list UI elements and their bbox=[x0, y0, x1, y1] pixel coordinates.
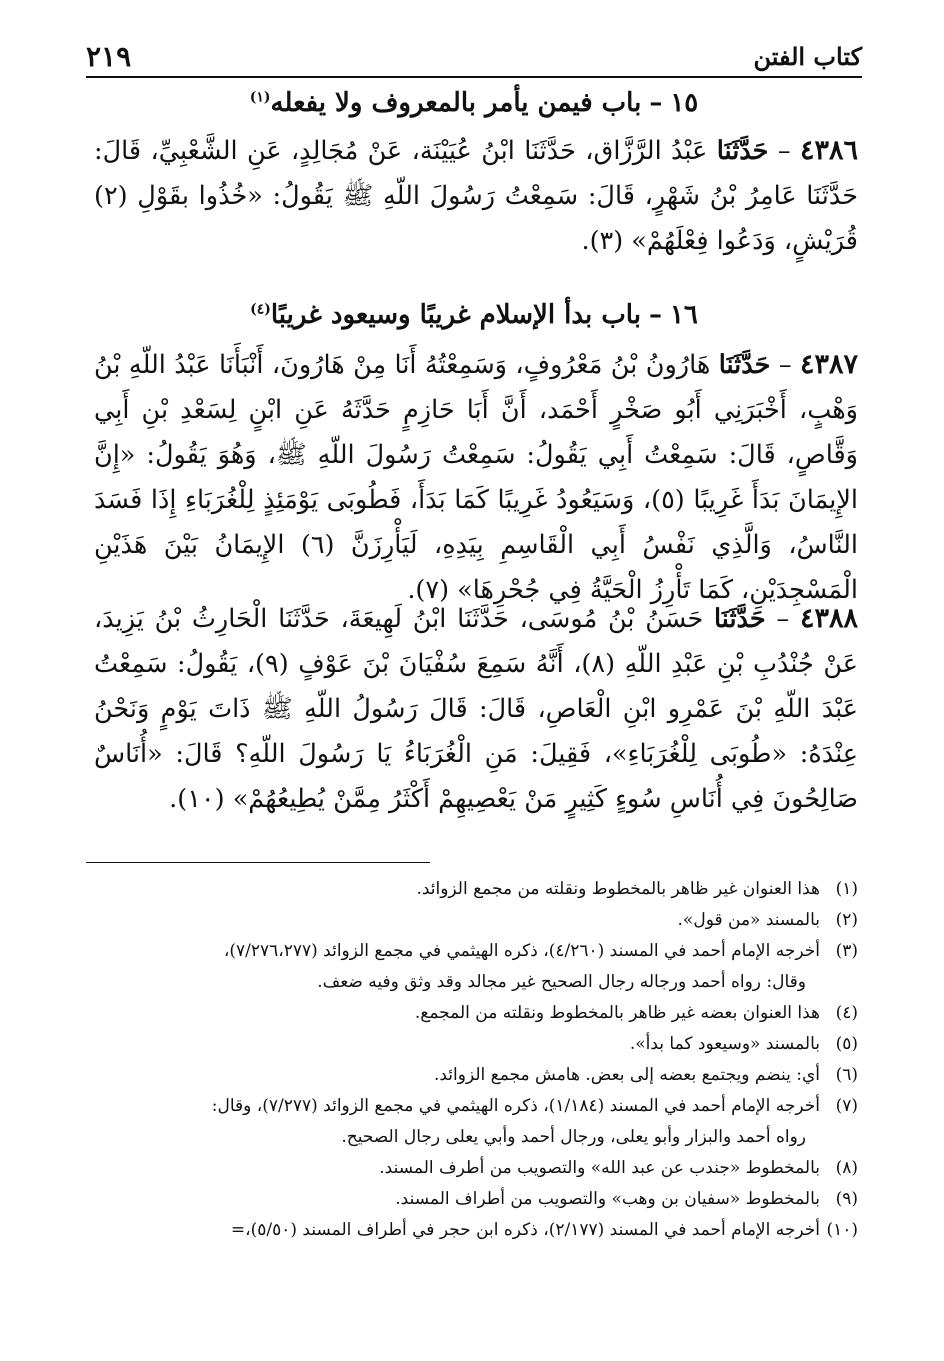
footnote-text: أخرجه الإمام أحمد في المسند (٤/٢٦٠)، ذكره الهيثمي في مجمع الزوائد (٧/٢٧٦،٢٧٧)، bbox=[223, 941, 820, 961]
hadith-number: ٤٣٨٨ bbox=[799, 603, 858, 634]
footnote bbox=[86, 1060, 858, 1091]
hadith-opening: حَدَّثَنَا bbox=[718, 350, 771, 380]
chapter-title: باب فيمن يأمر بالمعروف ولا يفعله bbox=[270, 88, 642, 118]
hadith-opening: حَدَّثَنَا bbox=[716, 136, 769, 166]
hadith-number: ٤٣٨٦ bbox=[799, 135, 858, 166]
chapter-number: ١٥ bbox=[670, 88, 699, 118]
footnote bbox=[86, 1215, 858, 1246]
footnote-text: أخرجه الإمام أحمد في المسند (١/١٨٤)، ذكره الهيثمي في مجمع الزوائد (٧/٢٧٧)، وقال: bbox=[211, 1096, 820, 1116]
footnote bbox=[86, 1184, 858, 1215]
chapter-heading-16: ١٦–باب بدأ الإسلام غريبًا وسيعود غريبًا$^{(٤)}$ bbox=[250, 300, 698, 330]
footnote-continuation: رواه أحمد والبزار وأبو يعلى، ورجال أحمد وأبي يعلى رجال الصحيح. bbox=[341, 1127, 806, 1147]
page-header bbox=[86, 40, 862, 78]
footnote-number: (٦) bbox=[835, 1065, 858, 1085]
footnote bbox=[86, 1091, 858, 1153]
hadith-4386: ٤٣٨٦ – حَدَّثَنَا عَبْدُ الرَّزَّاق، حَدَّثَنَا ابْنُ عُيَيْنَة، عَنْ مُجَالِدٍ، عَنِ الشَّعْبِيِّ، قَالَ: حَدَّثَنَا عَامِرُ بْنُ شَهْرٍ، قَالَ: سَمِعْتُ رَسُولَ اللّهِ ﷺ يَقُولُ: «خُذُوا بقَوْلِ (٢) قُرَيْشٍ، وَدَعُوا فِعْلَهُمْ» (٣). bbox=[94, 135, 858, 256]
footnote-number: (٩) bbox=[835, 1189, 858, 1209]
chapter-number: ١٦ bbox=[669, 300, 698, 330]
footnotes bbox=[86, 874, 858, 1246]
footnote-number: (٣) bbox=[835, 941, 858, 961]
footnote bbox=[86, 874, 858, 905]
footnote bbox=[86, 1153, 858, 1184]
footnote-number: (٧) bbox=[835, 1096, 858, 1116]
hadith-text: حَسَنُ بْنُ مُوسَى، حَدَّثَنَا ابْنُ لَهِيعَةَ، حَدَّثَنَا الْحَارِثُ بْنُ يَزِيدَ، عَنْ جُنْدُبِ بْنِ عَبْدِ اللّهِ (٨)، أَنَّهُ سَمِعَ سُفْيَانَ بْنَ عَوْفٍ (٩)، يَقُولُ: سَمِعْتُ عَبْدَ اللّهِ بْنَ عَمْرِو ابْنِ الْعَاصِ، قَالَ: قَالَ رَسُولُ اللّهِ ﷺ ذَاتَ يَوْمٍ وَنَحْنُ عِنْدَهُ: «طُوبَى لِلْغُرَبَاءِ»، فَقِيلَ: مَنِ الْغُرَبَاءُ يَا رَسُولَ اللّهِ؟ قَالَ: «أُنَاسٌ صَالِحُونَ فِي أُنَاسِ سُوءٍ كَثِيرٍ مَنْ يَعْصِيهِمْ أَكْثَرُ مِمَّنْ يُطِيعُهُمْ» (١٠). bbox=[94, 604, 858, 814]
footnote-continuation: وقال: رواه أحمد ورجاله رجال الصحيح غير مجالد وقد وثق وفيه ضعف. bbox=[317, 972, 806, 992]
hadith-4388: ٤٣٨٨ – حَدَّثَنَا حَسَنُ بْنُ مُوسَى، حَدَّثَنَا ابْنُ لَهِيعَةَ، حَدَّثَنَا الْحَارِثُ بْنُ يَزِيدَ، عَنْ جُنْدُبِ بْنِ عَبْدِ اللّهِ (٨)، أَنَّهُ سَمِعَ سُفْيَانَ بْنَ عَوْفٍ (٩)، يَقُولُ: سَمِعْتُ عَبْدَ اللّهِ بْنَ عَمْرِو ابْنِ الْعَاصِ، قَالَ: قَالَ رَسُولُ اللّهِ ﷺ ذَاتَ يَوْمٍ وَنَحْنُ عِنْدَهُ: «طُوبَى لِلْغُرَبَاءِ»، فَقِيلَ: مَنِ الْغُرَبَاءُ يَا رَسُولَ اللّهِ؟ قَالَ: «أُنَاسٌ صَالِحُونَ فِي أُنَاسِ سُوءٍ كَثِيرٍ مَنْ يَعْصِيهِمْ أَكْثَرُ مِمَّنْ يُطِيعُهُمْ» (١٠). bbox=[94, 603, 858, 814]
footnote-divider bbox=[86, 862, 430, 863]
footnote-text: هذا العنوان بعضه غير ظاهر بالمخطوط ونقلته من المجمع. bbox=[414, 1003, 820, 1023]
footnote-number: (١٠) bbox=[826, 1220, 858, 1240]
footnote-ref: (١) bbox=[249, 89, 271, 106]
footnote-number: (٤) bbox=[835, 1003, 858, 1023]
footnote bbox=[86, 905, 858, 936]
hadith-text: هَارُونُ بْنُ مَعْرُوفٍ، وَسَمِعْتُهُ أَنَا مِنْ هَارُونَ، أَنْبَأَنَا عَبْدُ اللّهِ بْنُ وَهْبٍ، أَخْبَرَنِي أَبُو صَخْرٍ أَحْمَد، أَنَّ أَبَا حَازِمٍ حَدَّثَهُ عَنِ ابْنٍ لِسَعْدِ بْنِ أَبِي وَقَّاصٍ، قَالَ: سَمِعْتُ أَبِي يَقُولُ: سَمِعْتُ رَسُولَ اللّهِ ﷺ، وَهُوَ يَقُولُ: «إِنَّ الإِيمَانَ بَدَأَ غَرِيبًا (٥)، وَسَيَعُودُ غَرِيبًا كَمَا بَدَأَ، فَطُوبَى يَوْمَئِذٍ لِلْغُرَبَاءِ إِذَا فَسَدَ النَّاسُ، وَالَّذِي نَفْسُ أَبِي الْقَاسِمِ بِيَدِهِ، لَيَأْرِزَنَّ (٦) الإِيمَانُ بَيْنَ هَذَيْنِ الْمَسْجِدَيْنِ، كَمَا تَأْرِزُ الْحَيَّةُ فِي جُحْرِهَا» (٧). bbox=[94, 350, 859, 605]
footnote bbox=[86, 936, 858, 998]
footnote bbox=[86, 1029, 858, 1060]
chapter-heading-15: ١٥–باب فيمن يأمر بالمعروف ولا يفعله$^{(١)}$ bbox=[249, 88, 699, 118]
hadith-text: عَبْدُ الرَّزَّاق، حَدَّثَنَا ابْنُ عُيَيْنَة، عَنْ مُجَالِدٍ، عَنِ الشَّعْبِيِّ، قَالَ: حَدَّثَنَا عَامِرُ بْنُ شَهْرٍ، قَالَ: سَمِعْتُ رَسُولَ اللّهِ ﷺ يَقُولُ: «خُذُوا بقَوْلِ (٢) قُرَيْشٍ، وَدَعُوا فِعْلَهُمْ» (٣). bbox=[94, 136, 858, 256]
footnote-number: (٢) bbox=[835, 910, 858, 930]
hadith-4387: ٤٣٨٧ – حَدَّثَنَا هَارُونُ بْنُ مَعْرُوفٍ، وَسَمِعْتُهُ أَنَا مِنْ هَارُونَ، أَنْبَأَنَا عَبْدُ اللّهِ بْنُ وَهْبٍ، أَخْبَرَنِي أَبُو صَخْرٍ أَحْمَد، أَنَّ أَبَا حَازِمٍ حَدَّثَهُ عَنِ ابْنٍ لِسَعْدِ بْنِ أَبِي وَقَّاصٍ، قَالَ: سَمِعْتُ أَبِي يَقُولُ: سَمِعْتُ رَسُولَ اللّهِ ﷺ، وَهُوَ يَقُولُ: «إِنَّ الإِيمَانَ بَدَأَ غَرِيبًا (٥)، وَسَيَعُودُ غَرِيبًا كَمَا بَدَأَ، فَطُوبَى يَوْمَئِذٍ لِلْغُرَبَاءِ إِذَا فَسَدَ النَّاسُ، وَالَّذِي نَفْسُ أَبِي الْقَاسِمِ بِيَدِهِ، لَيَأْرِزَنَّ (٦) الإِيمَانُ بَيْنَ هَذَيْنِ الْمَسْجِدَيْنِ، كَمَا تَأْرِزُ الْحَيَّةُ فِي جُحْرِهَا» (٧). bbox=[94, 349, 859, 605]
footnote-text: بالمخطوط «سفيان بن وهب» والتصويب من أطراف المسند. bbox=[395, 1189, 820, 1209]
chapter-title: باب بدأ الإسلام غريبًا وسيعود غريبًا bbox=[270, 300, 641, 330]
footnote bbox=[86, 998, 858, 1029]
hadith-opening: حَدَّثَنَا bbox=[713, 604, 766, 634]
footnote-text: بالمسند «وسيعود كما بدأ». bbox=[629, 1034, 820, 1054]
footnote-text: بالمخطوط «جندب عن عبد الله» والتصويب من أطرف المسند. bbox=[379, 1158, 820, 1178]
footnote-number: (٨) bbox=[835, 1158, 858, 1178]
book-title: كتاب الفتن bbox=[753, 42, 862, 71]
hadith-number: ٤٣٨٧ bbox=[799, 349, 858, 380]
footnote-text: هذا العنوان غير ظاهر بالمخطوط ونقلته من مجمع الزوائد. bbox=[416, 879, 820, 899]
footnote-number: (١) bbox=[835, 879, 858, 899]
footnote-text: بالمسند «من قول». bbox=[677, 910, 820, 930]
footnote-text: أخرجه الإمام أحمد في المسند (٢/١٧٧)، ذكره ابن حجر في أطراف المسند (٥/٥٠)،= bbox=[230, 1220, 820, 1240]
footnote-ref: (٤) bbox=[250, 301, 271, 318]
page-number: ٢١٩ bbox=[86, 40, 132, 73]
footnote-text: أي: ينضم ويجتمع بعضه إلى بعض. هامش مجمع الزوائد. bbox=[433, 1065, 820, 1085]
footnote-number: (٥) bbox=[835, 1034, 858, 1054]
